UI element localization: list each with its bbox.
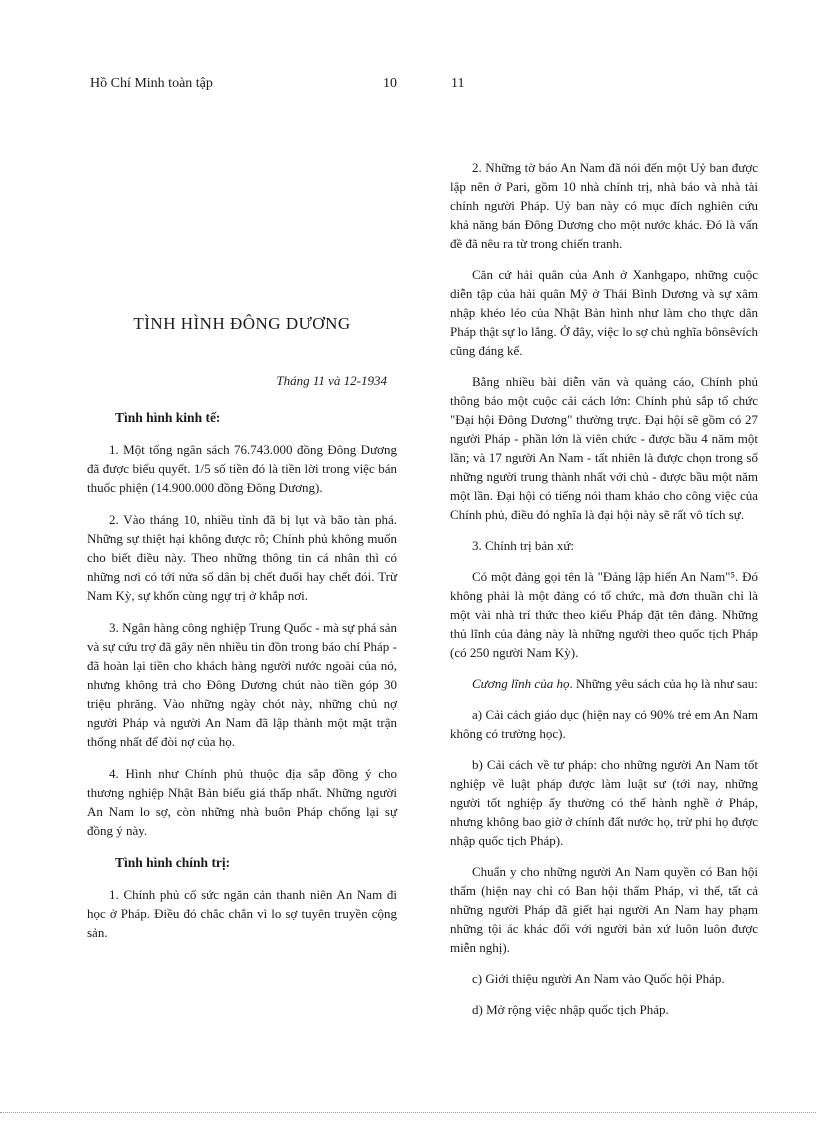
scan-edge-dots xyxy=(0,1112,816,1115)
program-label: Cương lĩnh của họ xyxy=(472,676,570,691)
program-paragraph xyxy=(450,674,758,693)
program-text: . Những yêu sách của họ là như sau: xyxy=(569,676,758,691)
paragraph: 3. Ngân hàng công nghiệp Trung Quốc - mà sự phá sản và sự cứu trợ đã gây nên nhiều tin đồn trong báo chí Pháp - đã hoàn lại tiền cho khách hàng người nước ngoài của nó, nhưng không trả cho Đông Dương chút nào tiền góp 30 triệu phrăng. Vào những ngày chót này, những chủ nợ người Pháp và người An Nam đã lập thành một mặt trận thống nhất để đòi nợ của họ. xyxy=(87,620,397,749)
paragraph: Có một đảng gọi tên là "Đảng lập hiến An Nam"⁵. Đó không phải là một đảng có tổ chức, mà đơn thuần chỉ là một vài nhà trí thức theo kiểu Pháp đặt tên đảng. Những thủ lĩnh của đảng này là những người theo quốc tịch Pháp (có 250 người Nam Kỳ). xyxy=(450,569,758,660)
section-heading-politics: Tình hình chính trị: xyxy=(115,855,231,870)
running-header-book-title: Hồ Chí Minh toàn tập xyxy=(90,76,213,91)
paragraph: 1. Một tổng ngân sách 76.743.000 đồng Đông Dương đã được biểu quyết. 1/5 số tiền đó là tiền lời trong việc bán thuốc phiện (14.900.000 đồng Đông Dương). xyxy=(87,442,397,495)
page-number-right: 11 xyxy=(451,76,465,91)
paragraph: 2. Những tờ báo An Nam đã nói đến một Uỷ ban được lập nên ở Pari, gồm 10 nhà chính trị, nhà báo và nhà tài chính người Pháp. Uỷ ban này có mục đích nghiên cứu khả năng bán Đông Dương cho một nước khác. Đó là vấn đề đã nêu ra từ trong chiến tranh. xyxy=(450,160,758,251)
article-title: TÌNH HÌNH ĐÔNG DƯƠNG xyxy=(133,314,351,333)
list-item: a) Cải cách giáo dục (hiện nay có 90% trẻ em An Nam không có trường học). xyxy=(450,707,758,741)
section-heading-economy: Tình hình kinh tế: xyxy=(115,410,221,425)
paragraph: 1. Chính phủ cố sức ngăn cản thanh niên An Nam đi học ở Pháp. Điều đó chắc chắn vì lo sợ tuyên truyền cộng sản. xyxy=(87,887,397,940)
list-item: Chuẩn y cho những người An Nam quyền có Ban hội thẩm (hiện nay chỉ có Ban hội thẩm Pháp, vì thế, tất cả những người Pháp đã giết hại người An Nam hay phạm những tội ác khác đối với người bản xứ luôn luôn được miễn nghị). xyxy=(450,864,758,955)
page-number-left: 10 xyxy=(383,76,397,91)
left-column xyxy=(87,300,397,955)
list-item: d) Mở rộng việc nhập quốc tịch Pháp. xyxy=(472,1002,669,1017)
subsection-heading: 3. Chính trị bản xứ: xyxy=(472,538,575,553)
article-date: Tháng 11 và 12-1934 xyxy=(276,373,387,388)
paragraph: Bằng nhiều bài diễn văn và quảng cáo, Chính phủ thông báo một cuộc cải cách lớn: Chính phủ sắp tổ chức "Đại hội Đông Dương" thường trực. Đại hội sẽ gồm có 27 người Pháp - phần lớn là viên chức - được bầu 4 năm một lần; và 17 người An Nam - tất nhiên là được chọn trong số những người trung thành nhất với chủ - được bầu một năm một lần. Đại hội có tiếng nói tham khảo cho công việc của Chính phủ, điều đó nghĩa là đại hội này sẽ rất vô tích sự. xyxy=(450,374,758,522)
paragraph: Căn cứ hải quân của Anh ở Xanhgapo, những cuộc diễn tập của hải quân Mỹ ở Thái Bình Dương và sự xâm nhập khéo léo của Nhật Bản hình như làm cho thực dân Pháp thật sự lo lắng. Ở đây, việc lo sợ chủ nghĩa bônsêvích cũng đáng kể. xyxy=(450,267,758,358)
list-item: b) Cải cách về tư pháp: cho những người An Nam tốt nghiệp về luật pháp được làm luật sư (tới nay, những người tốt nghiệp ấy thường có thể hành nghề ở Pháp, nhưng không bao giờ ở chính đất nước họ, trừ phi họ được nhập quốc tịch Pháp). xyxy=(450,757,758,848)
paragraph: 2. Vào tháng 10, nhiều tỉnh đã bị lụt và bão tàn phá. Những sự thiệt hại không được rõ; Chính phủ không muốn cho biết điều này. Theo những thông tin cá nhân thì có những nơi có tới nửa số dân bị chết đuối hay chết đói. Trừ Nam Kỳ, sự khốn cùng ngự trị ở khắp nơi. xyxy=(87,512,397,603)
paragraph: 4. Hình như Chính phủ thuộc địa sắp đồng ý cho thương nghiệp Nhật Bản biểu giá thấp nhất. Những người An Nam lo sợ, còn những nhà buôn Pháp chống lại sự đồng ý này. xyxy=(87,766,397,838)
right-column xyxy=(450,158,758,1031)
list-item: c) Giới thiệu người An Nam vào Quốc hội Pháp. xyxy=(472,971,725,986)
